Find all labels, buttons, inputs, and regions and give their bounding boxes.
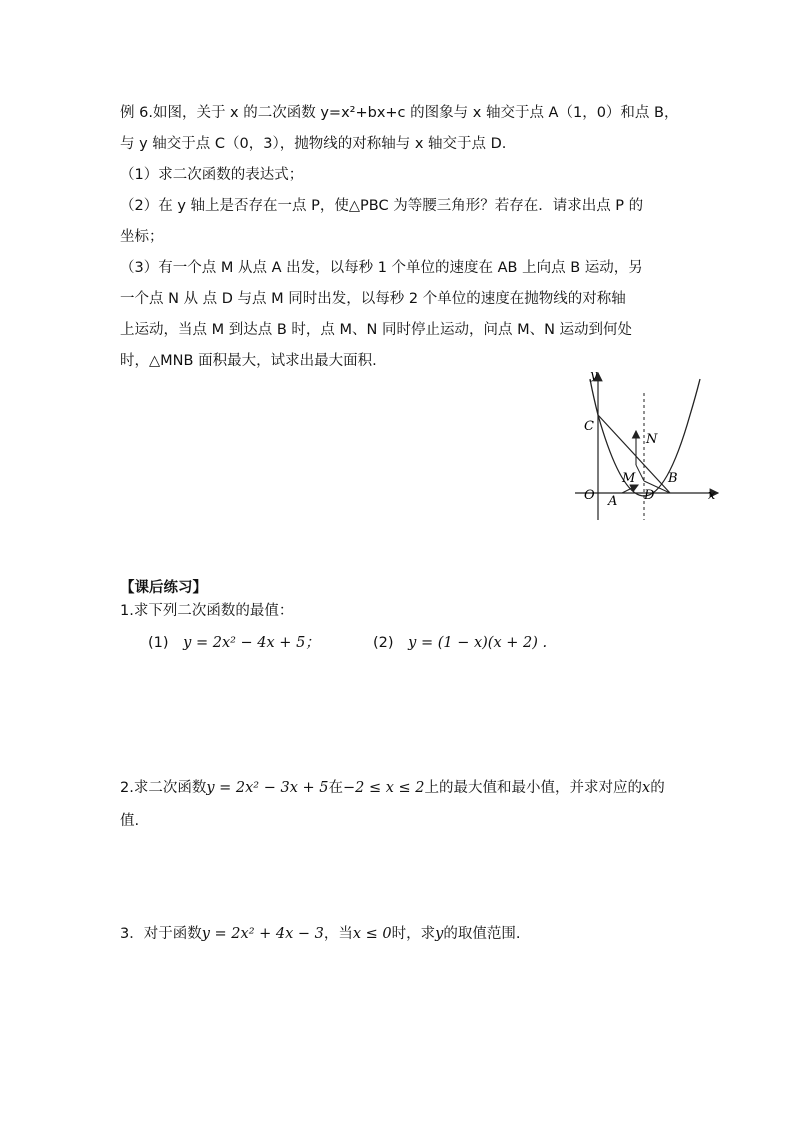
practice-2-text-end: 的 <box>650 780 665 796</box>
label-d: D <box>644 488 655 503</box>
practice-3-text-mid2: 时，求 <box>391 926 436 942</box>
segment-nm <box>636 465 644 481</box>
section-title: 【课后练习】 <box>120 580 207 596</box>
practice-3 <box>120 924 520 944</box>
practice-3-text-mid: ，当 <box>323 926 353 942</box>
question-1: （1）求二次函数的表达式； <box>120 167 304 183</box>
practice-3-condition: x ≤ 0 <box>352 926 392 942</box>
question-2-line-1: （2）在 y 轴上是否存在一点 P，使△PBC 为等腰三角形？若存在．请求出点 P 的 <box>120 198 644 214</box>
practice-1-heading: 1.求下列二次函数的最值： <box>120 603 294 619</box>
practice-1-part-1 <box>148 633 320 653</box>
practice-1-part-1-expression: y = 2x² − 4x + 5； <box>183 635 320 651</box>
practice-1-part-2-number: (2) <box>373 635 394 651</box>
label-o: O <box>584 488 595 503</box>
practice-3-variable: y <box>435 926 444 942</box>
practice-2-line-2: 值. <box>120 813 140 829</box>
label-x: x <box>708 488 716 503</box>
practice-3-text: 3．对于函数 <box>120 926 202 942</box>
label-m: M <box>622 471 636 486</box>
question-3-line-1: （3）有一个点 M 从点 A 出发，以每秒 1 个单位的速度在 AB 上向点 B 运动，另 <box>120 260 643 276</box>
practice-2-text: 2.求二次函数 <box>120 780 207 796</box>
parabola-curve <box>590 379 700 496</box>
question-3-line-2: 一个点 N 从 点 D 与点 M 同时出发，以每秒 2 个单位的速度在抛物线的对称轴 <box>120 291 626 307</box>
practice-2-line-1 <box>120 778 665 798</box>
practice-2-range: −2 ≤ x ≤ 2 <box>342 780 425 796</box>
practice-2-text-mid: 在 <box>328 780 343 796</box>
practice-1-part-2-expression: y = (1 − x)(x + 2) . <box>408 635 548 651</box>
example-line-1: 例 6.如图，关于 x 的二次函数 y=x²+bx+c 的图象与 x 轴交于点 A（1，0）和点 B， <box>120 105 679 121</box>
m-arrow <box>622 485 638 493</box>
practice-1-part-1-number: (1) <box>148 635 169 651</box>
question-3-line-4: 时，△MNB 面积最大，试求出最大面积. <box>120 353 377 369</box>
label-n: N <box>646 432 658 447</box>
practice-2-text-post: 上的最大值和最小值，并求对应的 <box>424 780 642 796</box>
question-3-line-3: 上运动，当点 M 到达点 B 时，点 M、N 同时停止运动，问点 M、N 运动到何处 <box>120 322 633 338</box>
parabola-figure <box>560 365 725 525</box>
label-a: A <box>608 494 618 509</box>
label-y: y <box>590 368 598 383</box>
practice-2-function: y = 2x² − 3x + 5 <box>206 780 329 796</box>
label-c: C <box>584 419 594 434</box>
question-2-line-2: 坐标； <box>120 229 164 245</box>
label-b: B <box>668 471 678 486</box>
practice-2-variable: x <box>642 780 651 796</box>
example-line-2: 与 y 轴交于点 C（0，3），抛物线的对称轴与 x 轴交于点 D. <box>120 136 507 152</box>
practice-1-part-2 <box>373 633 547 653</box>
practice-3-text-end: 的取值范围. <box>443 926 521 942</box>
practice-3-function: y = 2x² + 4x − 3 <box>201 926 324 942</box>
